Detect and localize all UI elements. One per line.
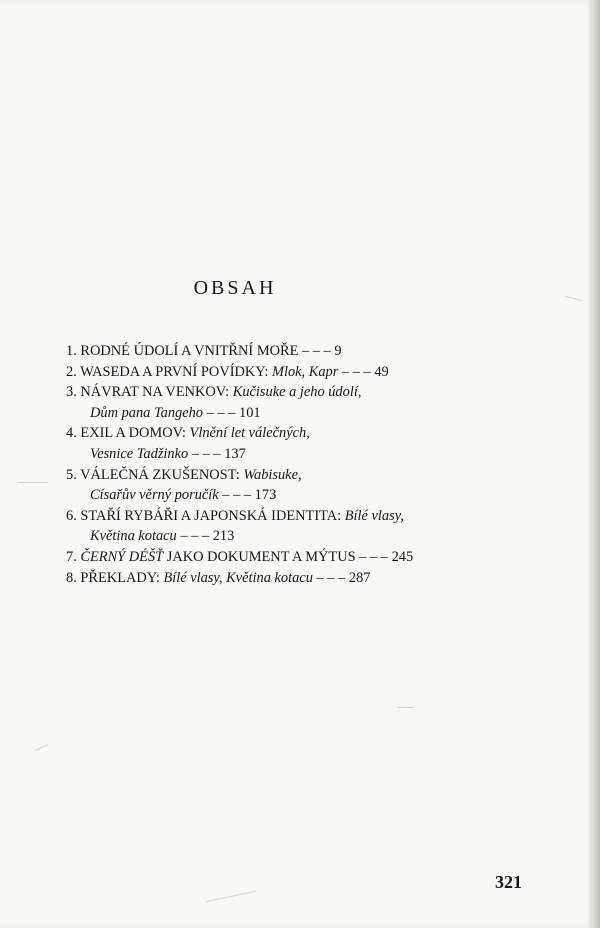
page-edge <box>588 0 600 928</box>
toc-page: 101 <box>239 404 261 421</box>
toc-separator: – – – <box>298 343 335 359</box>
toc-separator: – – – <box>218 487 255 504</box>
toc-entry-continued <box>66 444 486 465</box>
toc-entry-continued <box>66 526 486 547</box>
scan-mark <box>205 891 256 903</box>
scan-mark <box>398 707 414 708</box>
toc-page: 49 <box>374 363 389 380</box>
toc-page: 245 <box>391 548 414 565</box>
toc-page: 173 <box>254 487 277 504</box>
toc-entry <box>66 382 486 403</box>
toc-subtitle: Vlnění let válečných, <box>189 425 310 442</box>
toc-subtitle: Mlok, Kapr <box>271 363 339 380</box>
toc-separator: – – – <box>355 548 392 565</box>
table-of-contents <box>66 341 486 588</box>
toc-subtitle: Kučisuke a jeho údolí, <box>232 384 362 401</box>
toc-entry <box>66 568 486 589</box>
scan-mark <box>18 482 48 483</box>
toc-number: 5. <box>66 466 77 483</box>
page-number: 321 <box>495 872 522 892</box>
toc-title: NÁVRAT NA VENKOV: <box>80 384 233 401</box>
toc-number: 7. <box>66 548 77 565</box>
toc-number: 2. <box>66 363 77 380</box>
toc-subtitle: Dům pana Tangeho <box>90 404 204 421</box>
toc-page: 137 <box>224 445 246 462</box>
toc-subtitle: Květina kotacu <box>90 528 177 545</box>
toc-title: STAŘÍ RYBÁŘI A JAPONSKÁ IDENTITA: <box>80 507 345 524</box>
toc-separator: – – – <box>338 363 375 380</box>
toc-separator: – – – <box>176 528 213 545</box>
toc-page: 9 <box>334 343 342 359</box>
toc-separator: – – – <box>312 569 349 586</box>
toc-entry-continued <box>66 485 486 506</box>
toc-number: 1. <box>66 343 77 359</box>
toc-subtitle: Císařův věrný poručík <box>90 487 219 504</box>
toc-entry <box>66 362 486 383</box>
toc-subtitle: Bílé vlasy, Květina kotacu <box>163 569 313 586</box>
toc-number: 8. <box>66 569 77 586</box>
toc-page: 287 <box>348 569 371 586</box>
toc-entry <box>66 465 486 486</box>
toc-title: PŘEKLADY: <box>80 569 164 586</box>
toc-title: JAKO DOKUMENT A MÝTUS <box>163 548 356 565</box>
scan-mark <box>565 296 583 302</box>
page-title: OBSAH <box>193 277 277 299</box>
toc-entry-continued <box>66 403 486 424</box>
toc-number: 3. <box>66 384 77 401</box>
toc-subtitle: Vesnice Tadžinko <box>90 445 189 462</box>
toc-entry <box>66 547 486 568</box>
toc-title: EXIL A DOMOV: <box>80 425 190 442</box>
toc-separator: – – – <box>188 445 225 462</box>
toc-page: 213 <box>212 528 235 545</box>
toc-number: 6. <box>66 507 77 524</box>
toc-title: VÁLEČNÁ ZKUŠENOST: <box>80 466 244 483</box>
toc-title-italic: ČERNÝ DÉŠŤ <box>80 548 164 565</box>
toc-separator: – – – <box>203 404 239 421</box>
toc-entry <box>66 423 486 444</box>
toc-title: RODNÉ ÚDOLÍ A VNITŘNÍ MOŘE <box>80 343 299 359</box>
scan-mark <box>35 744 48 751</box>
toc-number: 4. <box>66 425 77 442</box>
toc-subtitle: Wabisuke, <box>243 466 302 483</box>
toc-subtitle: Bílé vlasy, <box>344 507 404 524</box>
toc-entry <box>66 341 486 362</box>
toc-title: WASEDA A PRVNÍ POVÍDKY: <box>80 363 272 380</box>
toc-entry <box>66 506 486 527</box>
